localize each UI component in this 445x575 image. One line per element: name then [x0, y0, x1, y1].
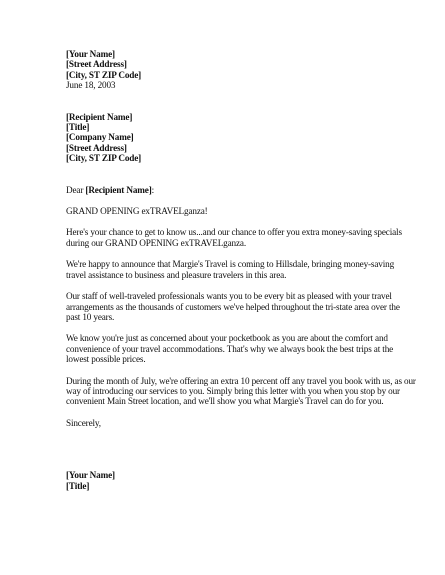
recipient-title: [Title]	[66, 122, 90, 133]
sender-address	[66, 49, 416, 91]
salutation	[66, 185, 416, 195]
salutation-prefix: Dear	[66, 184, 86, 195]
body-paragraph-5: During the month of July, we're offering an extra 10 percent off any travel you book with us, as our way of introducing our services to you. Simply bring this letter with you when you stop by our convenient Main Street location, and we'll show you what Margie's Travel can do for you.	[66, 375, 416, 407]
body-paragraph-2: We're happy to announce that Margie's Travel is coming to Hillsdale, bringing money-saving travel assistance to business and pleasure travelers in this area.	[66, 259, 395, 280]
letter-date: June 18, 2003	[66, 80, 116, 91]
recipient-address	[66, 112, 416, 164]
salutation-suffix: :	[151, 184, 155, 195]
letter-page	[66, 49, 416, 491]
body-paragraph-3: Our staff of well-traveled professionals wants you to be every bit as pleased with your travel arrangements as the thousands of customers we've helped throughout the tri-state area over the past 10 years.	[66, 291, 400, 322]
recipient-street: [Street Address]	[66, 142, 127, 153]
body-paragraph-1: Here's your chance to get to know us...and our chance to offer you extra money-saving specials during our GRAND OPENING exTRAVELganza.	[66, 227, 402, 248]
sender-city: [City, ST ZIP Code]	[66, 69, 142, 80]
salutation-name: [Recipient Name]	[85, 184, 152, 195]
sender-street: [Street Address]	[66, 59, 127, 70]
closing	[66, 418, 416, 428]
closing-text: Sincerely,	[66, 417, 101, 428]
signature-block	[66, 470, 416, 491]
recipient-company: [Company Name]	[66, 132, 134, 143]
recipient-name: [Recipient Name]	[66, 111, 133, 122]
signature-title: [Title]	[66, 480, 90, 491]
headline: GRAND OPENING exTRAVELganza!	[66, 206, 208, 217]
signature-name: [Your Name]	[66, 470, 115, 481]
body-paragraph-4: We know you're just as concerned about your pocketbook as you are about the comfort and convenience of your travel accommodations. That's why we always book the best trips at the lowest possible prices.	[66, 333, 394, 365]
recipient-city: [City, ST ZIP Code]	[66, 153, 142, 164]
sender-name: [Your Name]	[66, 49, 115, 59]
